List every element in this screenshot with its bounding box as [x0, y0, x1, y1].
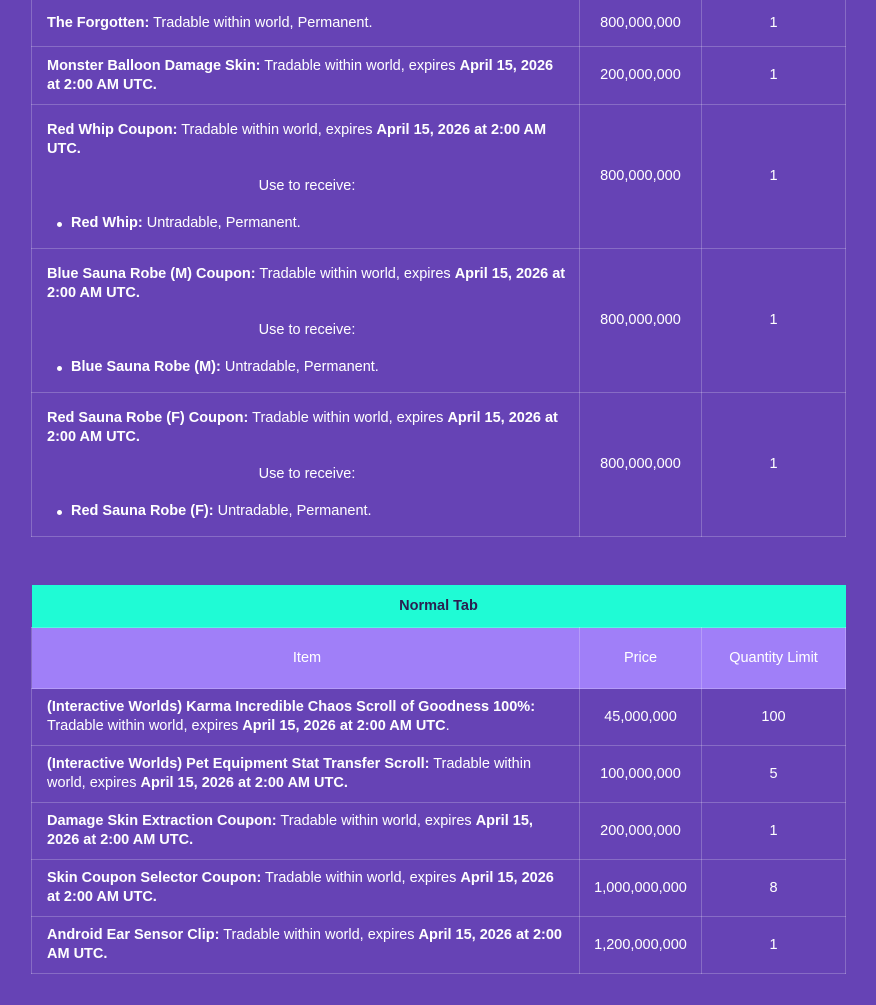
item-name: Blue Sauna Robe (M) Coupon: — [47, 265, 256, 282]
item-expiry: April 15, 2026 at 2:00 AM UTC. — [47, 57, 554, 93]
item-cell — [32, 249, 580, 393]
normal-tab-table — [31, 585, 846, 974]
reward-desc: Untradable, Permanent. — [220, 358, 379, 375]
table-title-row — [32, 585, 846, 628]
item-cell — [32, 0, 580, 47]
item-name: Damage Skin Extraction Coupon: — [47, 813, 277, 829]
list-item — [56, 358, 567, 377]
item-desc: Tradable within world, expires — [177, 121, 377, 138]
reward-list — [47, 502, 567, 521]
item-expiry: April 15, 2026 at 2:00 AM UTC. — [47, 121, 547, 157]
qty-cell: 1 — [702, 105, 846, 249]
item-cell — [32, 803, 580, 860]
qty-cell: 1 — [702, 917, 846, 974]
reward-name: Red Whip: — [71, 214, 143, 231]
qty-cell: 8 — [702, 860, 846, 917]
item-desc: Tradable within world, expires — [219, 927, 419, 943]
table-row — [32, 689, 846, 746]
item-cell — [32, 47, 580, 105]
column-header-quantity-limit: Quantity Limit — [702, 628, 846, 689]
item-desc: Tradable within world, expires — [47, 756, 532, 791]
reward-name: Red Sauna Robe (F): — [71, 502, 214, 519]
table-row — [32, 393, 846, 537]
qty-cell: 1 — [702, 0, 846, 47]
price-cell: 800,000,000 — [580, 393, 702, 537]
reward-list — [47, 358, 567, 377]
special-items-table — [31, 0, 846, 537]
list-item — [56, 214, 567, 233]
item-expiry: April 15, 2026 at 2:00 AM UTC. — [47, 870, 554, 905]
item-cell — [32, 689, 580, 746]
item-cell — [32, 393, 580, 537]
item-expiry: April 15, 2026 at 2:00 AM UTC. — [140, 775, 348, 791]
list-item — [56, 502, 567, 521]
item-expiry: April 15, 2026 at 2:00 AM UTC. — [47, 927, 562, 962]
table-row — [32, 249, 846, 393]
item-tail: . — [445, 718, 450, 734]
item-name: Red Whip Coupon: — [47, 121, 178, 138]
table-row — [32, 0, 846, 47]
reward-desc: Untradable, Permanent. — [142, 214, 301, 231]
table-row — [32, 860, 846, 917]
column-header-item: Item — [32, 628, 580, 689]
item-name: Android Ear Sensor Clip: — [47, 927, 220, 943]
qty-cell: 1 — [702, 393, 846, 537]
qty-cell: 5 — [702, 746, 846, 803]
table-row — [32, 917, 846, 974]
item-desc: Tradable within world, expires — [260, 57, 460, 74]
item-cell — [32, 746, 580, 803]
item-cell — [32, 860, 580, 917]
use-to-receive-label: Use to receive: — [258, 177, 356, 194]
item-expiry: April 15, 2026 at 2:00 AM UTC. — [47, 813, 533, 848]
use-to-receive-label: Use to receive: — [258, 465, 356, 482]
item-name: (Interactive Worlds) Karma Incredible Chaos Scroll of Goodness 100%: — [47, 699, 536, 715]
qty-cell: 100 — [702, 689, 846, 746]
price-cell: 800,000,000 — [580, 105, 702, 249]
item-expiry: April 15, 2026 at 2:00 AM UTC — [242, 718, 446, 734]
use-to-receive-label: Use to receive: — [258, 321, 356, 338]
price-cell: 200,000,000 — [580, 803, 702, 860]
reward-desc: Untradable, Permanent. — [213, 502, 372, 519]
item-name: The Forgotten: — [47, 15, 150, 31]
price-cell: 800,000,000 — [580, 249, 702, 393]
reward-name: Blue Sauna Robe (M): — [71, 358, 221, 375]
column-header-price: Price — [580, 628, 702, 689]
item-desc: Tradable within world, expires — [255, 265, 455, 282]
table-header-row — [32, 628, 846, 689]
item-name: Skin Coupon Selector Coupon: — [47, 870, 262, 886]
item-desc: Tradable within world, expires — [261, 870, 461, 886]
item-desc: Tradable within world, Permanent. — [149, 15, 373, 31]
price-cell: 100,000,000 — [580, 746, 702, 803]
item-cell — [32, 917, 580, 974]
reward-list — [47, 214, 567, 233]
item-desc: Tradable within world, expires — [47, 718, 243, 734]
price-cell: 45,000,000 — [580, 689, 702, 746]
qty-cell: 1 — [702, 803, 846, 860]
item-cell — [32, 105, 580, 249]
table-row — [32, 746, 846, 803]
price-cell: 1,200,000,000 — [580, 917, 702, 974]
item-desc: Tradable within world, expires — [248, 409, 448, 426]
item-name: Red Sauna Robe (F) Coupon: — [47, 409, 249, 426]
item-expiry: April 15, 2026 at 2:00 AM UTC. — [47, 265, 566, 301]
table-row — [32, 803, 846, 860]
table-row — [32, 47, 846, 105]
price-cell: 1,000,000,000 — [580, 860, 702, 917]
price-cell: 200,000,000 — [580, 47, 702, 105]
qty-cell: 1 — [702, 249, 846, 393]
item-name: (Interactive Worlds) Pet Equipment Stat Transfer Scroll: — [47, 756, 430, 772]
table-title: Normal Tab — [32, 585, 846, 628]
qty-cell: 1 — [702, 47, 846, 105]
table-row — [32, 105, 846, 249]
price-cell: 800,000,000 — [580, 0, 702, 47]
item-name: Monster Balloon Damage Skin: — [47, 57, 261, 74]
item-expiry: April 15, 2026 at 2:00 AM UTC. — [47, 409, 558, 445]
item-desc: Tradable within world, expires — [276, 813, 476, 829]
